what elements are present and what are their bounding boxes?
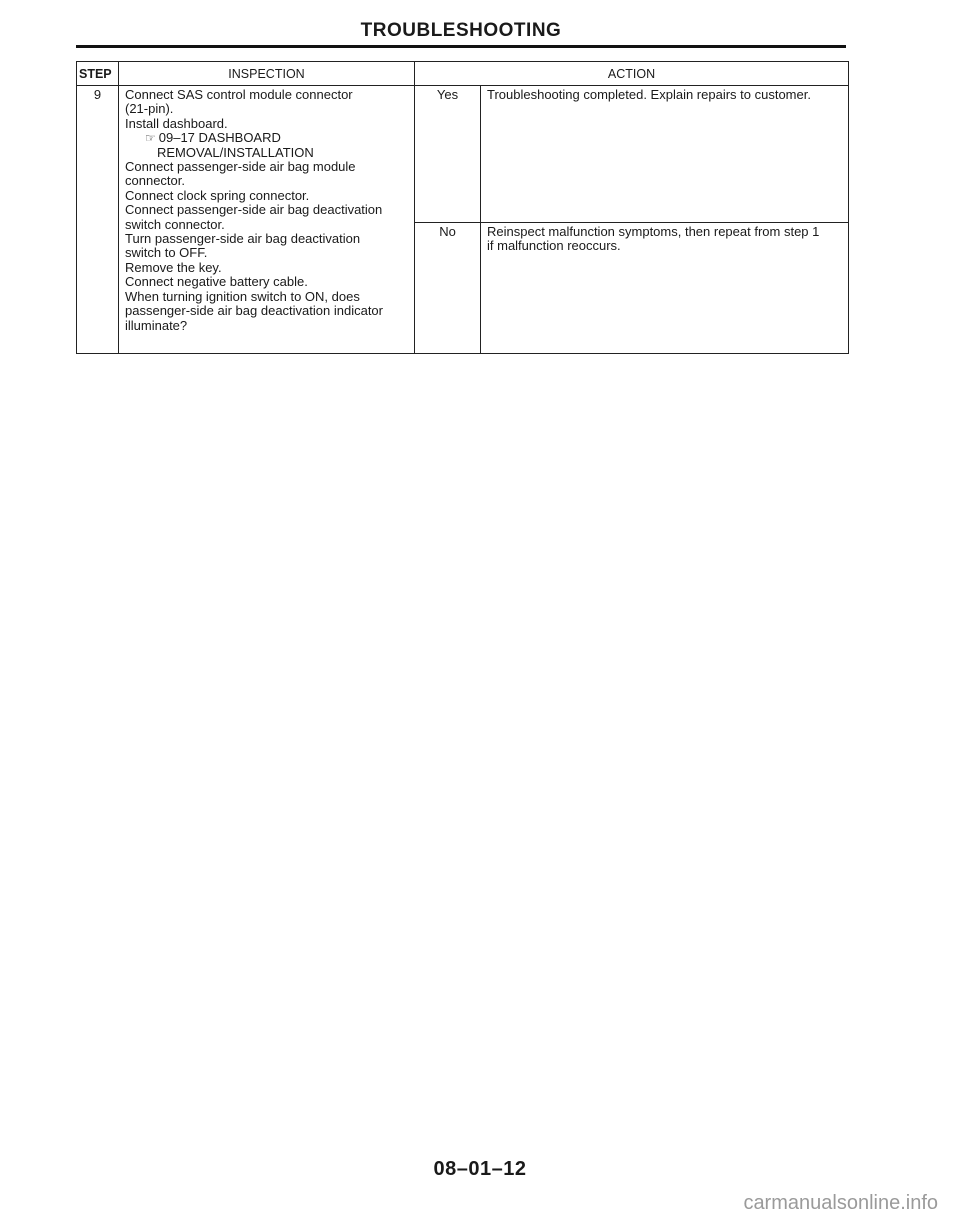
inspection-line: (21-pin). [125,101,174,117]
page-title: TROUBLESHOOTING [360,20,562,41]
troubleshooting-table [76,61,849,354]
inspection-cell [119,86,415,354]
inspection-line: Connect negative battery cable. [125,274,308,290]
answer-no: No [415,223,481,354]
inspection-line: Connect clock spring connector. [125,187,310,203]
reference-link[interactable]: 09–17 DASHBOARD [158,130,281,146]
action-column-header: ACTION [415,62,849,86]
inspection-line: passenger-side air bag deactivation indicator [125,303,383,319]
inspection-line: Remove the key. [125,259,222,275]
action-no-cell [481,223,849,354]
inspection-line: When turning ignition switch to ON, does [125,288,360,304]
page-number: 08–01–12 [433,1158,527,1180]
inspection-line: connector. [125,173,185,189]
table-header-row [77,62,849,86]
inspection-line: switch connector. [125,216,225,232]
inspection-line: Connect passenger-side air bag deactivation [125,202,383,218]
inspection-line: Turn passenger-side air bag deactivation [125,231,361,247]
action-line: Reinspect malfunction symptoms, then repeat from step 1 [487,224,820,239]
answer-yes: Yes [415,86,481,223]
step-column-header: STEP [77,62,119,86]
inspection-line: Connect SAS control module connector [125,87,353,102]
reference-line-continued: REMOVAL/INSTALLATION [157,144,314,160]
action-yes-cell [481,86,849,223]
inspection-line: Install dashboard. [125,115,228,131]
action-line: if malfunction reoccurs. [487,238,621,254]
inspection-line: switch to OFF. [125,245,208,261]
step-number: 9 [77,86,119,354]
inspection-line: illuminate? [125,317,188,333]
title-rule [76,45,846,48]
watermark: carmanualsonline.info [743,1192,938,1214]
inspection-column-header: INSPECTION [119,62,415,86]
action-line: Troubleshooting completed. Explain repairs to customer. [487,87,811,102]
reference-line[interactable] [125,131,408,145]
pointing-hand-icon: ☞ [145,131,156,146]
inspection-line: Connect passenger-side air bag module [125,159,356,175]
table-row-yes [77,86,849,223]
